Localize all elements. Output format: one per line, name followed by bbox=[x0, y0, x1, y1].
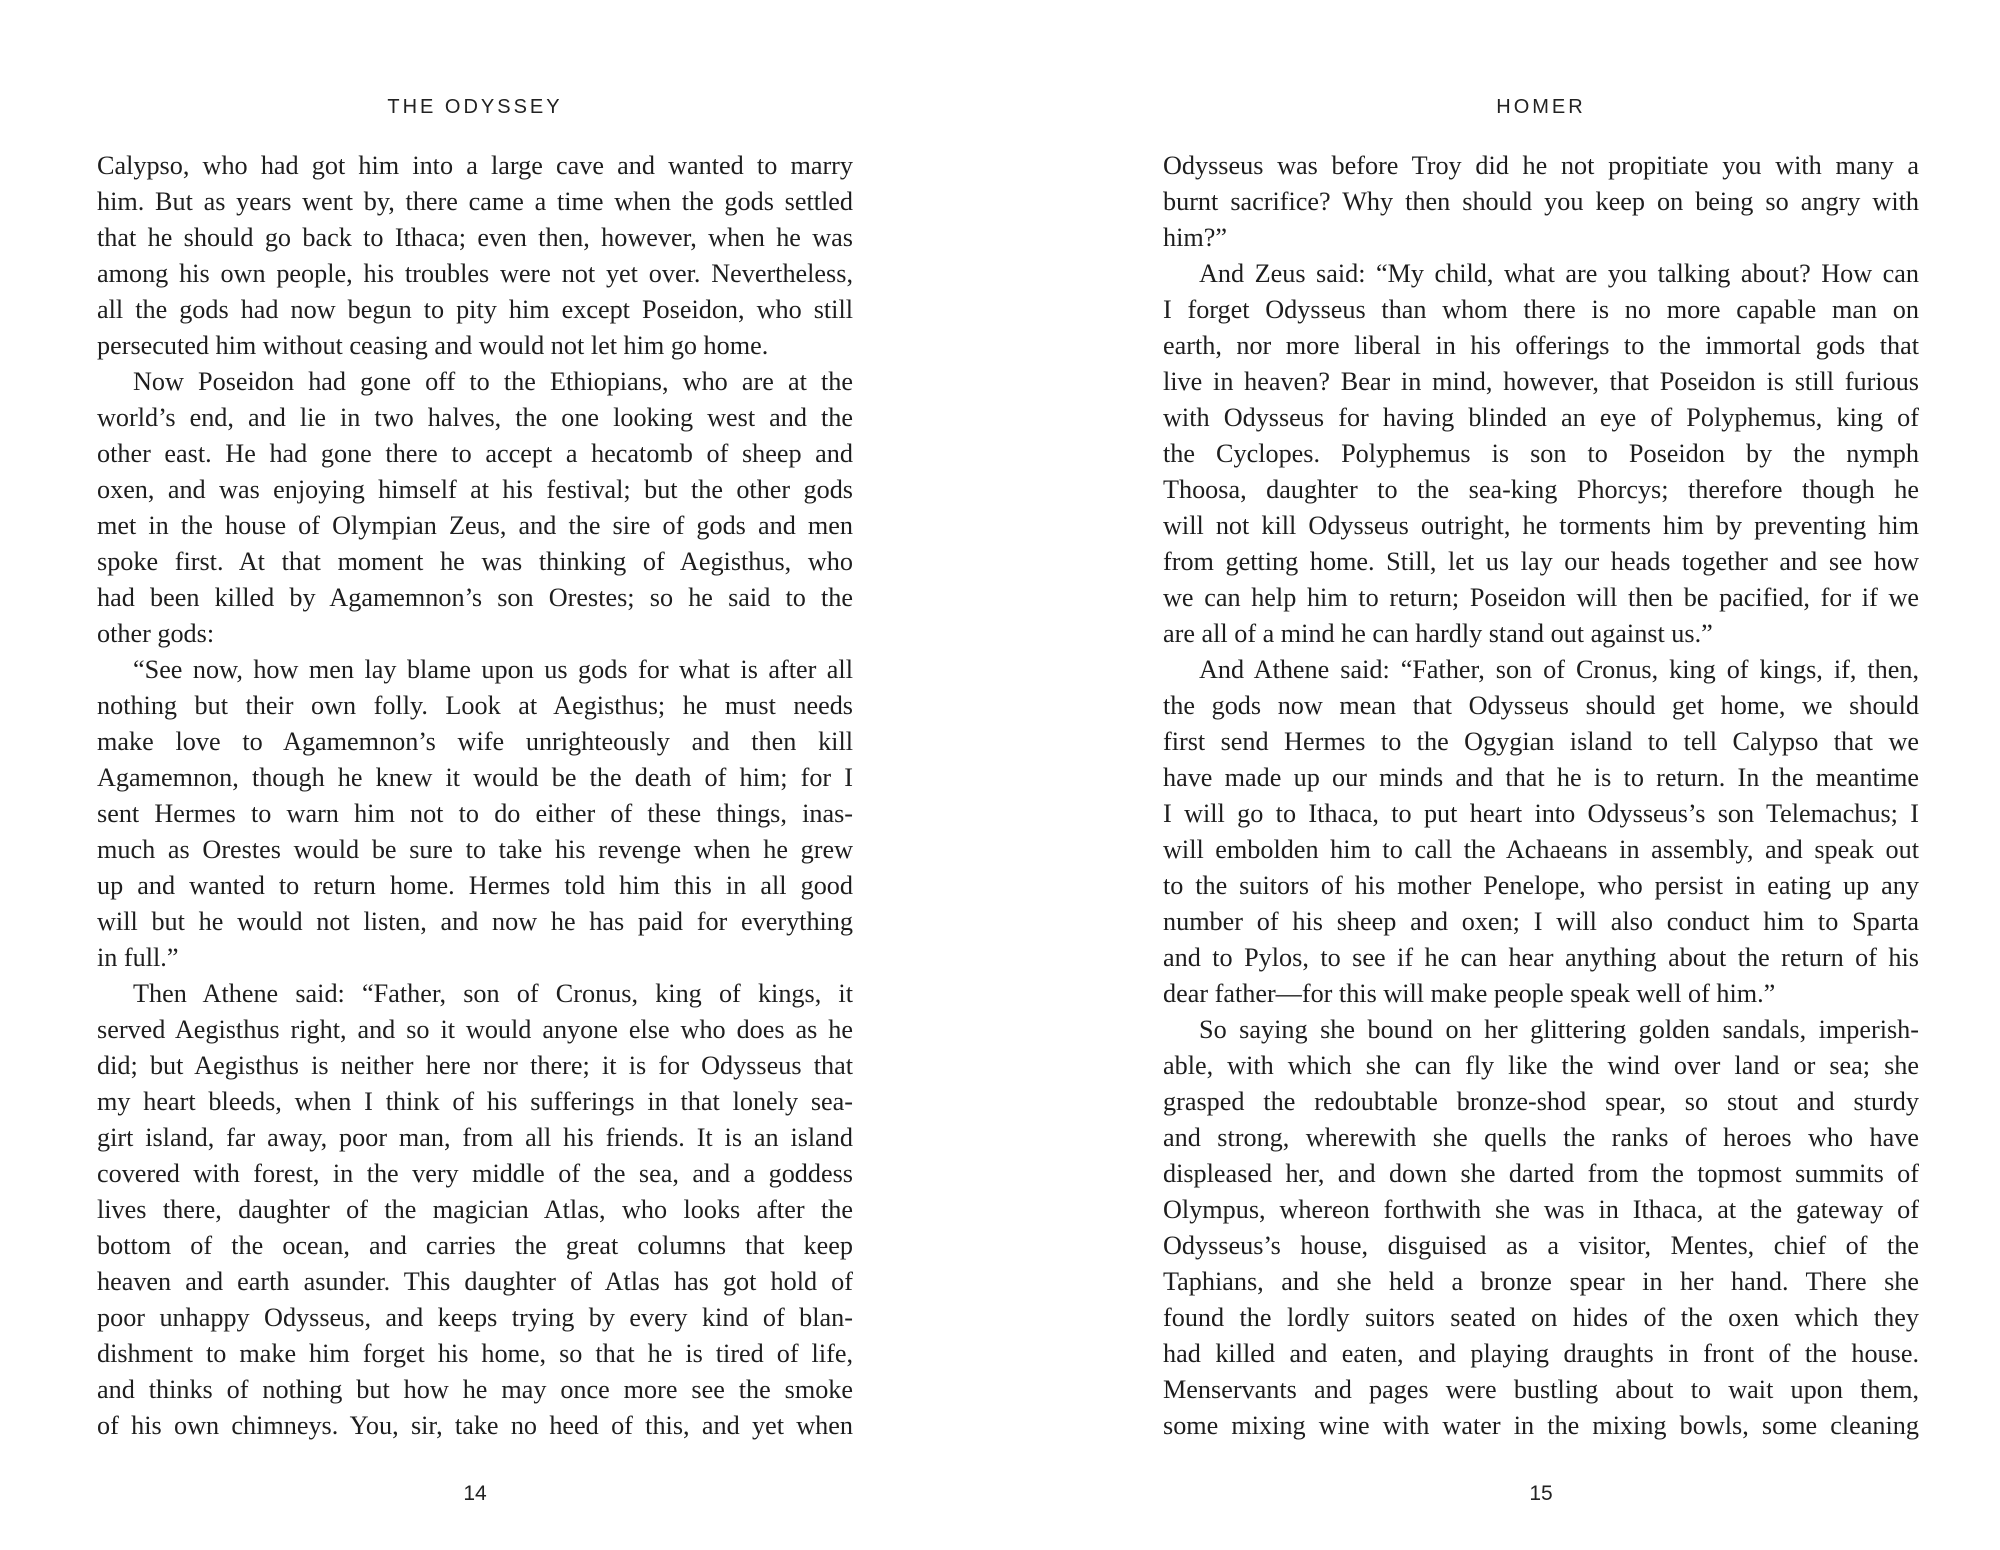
text-line: and thinks of nothing but how he may once more see the smoke bbox=[97, 1375, 853, 1404]
text-line: dear father—for this will make people speak well of him.” bbox=[1163, 979, 1776, 1008]
text-line: live in heaven? Bear in mind, however, that Poseidon is still furious bbox=[1163, 367, 1919, 396]
page-number: 14 bbox=[463, 1482, 487, 1505]
text-line: able, with which she can fly like the wind over land or sea; she bbox=[1163, 1051, 1919, 1080]
text-line: from getting home. Still, let us lay our heads together and see how bbox=[1163, 547, 1919, 576]
text-line: world’s end, and lie in two halves, the one looking west and the bbox=[97, 403, 853, 432]
text-line: that he should go back to Ithaca; even then, however, when he was bbox=[97, 223, 853, 252]
text-line: Taphians, and she held a bronze spear in her hand. There she bbox=[1163, 1267, 1919, 1296]
text-line: Menservants and pages were bustling about to wait upon them, bbox=[1163, 1375, 1919, 1404]
running-head-author: HOMER bbox=[1496, 96, 1586, 118]
text-line: burnt sacrifice? Why then should you keep on being so angry with bbox=[1163, 187, 1919, 216]
text-line: some mixing wine with water in the mixing bowls, some cleaning bbox=[1163, 1411, 1919, 1440]
text-line: bottom of the ocean, and carries the great columns that keep bbox=[97, 1231, 853, 1260]
page-number: 15 bbox=[1529, 1482, 1553, 1505]
text-line: Thoosa, daughter to the sea-king Phorcys; therefore though he bbox=[1163, 475, 1919, 504]
text-line: spoke first. At that moment he was thinking of Aegisthus, who bbox=[97, 547, 853, 576]
right-page-body bbox=[1163, 148, 1919, 1444]
text-line: lives there, daughter of the magician Atlas, who looks after the bbox=[97, 1195, 853, 1224]
text-line: had been killed by Agamemnon’s son Orestes; so he said to the bbox=[97, 583, 853, 612]
text-line: other east. He had gone there to accept a hecatomb of sheep and bbox=[97, 439, 853, 468]
text-line: have made up our minds and that he is to return. In the meantime bbox=[1163, 763, 1919, 792]
text-line: nothing but their own folly. Look at Aegisthus; he must needs bbox=[97, 691, 853, 720]
text-line: displeased her, and down she darted from the topmost summits of bbox=[1163, 1159, 1919, 1188]
text-line: oxen, and was enjoying himself at his festival; but the other gods bbox=[97, 475, 853, 504]
text-line: Now Poseidon had gone off to the Ethiopians, who are at the bbox=[133, 367, 853, 396]
text-line: other gods: bbox=[97, 619, 215, 648]
text-line: with Odysseus for having blinded an eye of Polyphemus, king of bbox=[1163, 403, 1919, 432]
text-line: Odysseus’s house, disguised as a visitor, Mentes, chief of the bbox=[1163, 1231, 1919, 1260]
running-head-title: THE ODYSSEY bbox=[387, 96, 563, 118]
text-line: heaven and earth asunder. This daughter of Atlas has got hold of bbox=[97, 1267, 853, 1296]
text-line: covered with forest, in the very middle of the sea, and a goddess bbox=[97, 1159, 853, 1188]
text-line: will embolden him to call the Achaeans in assembly, and speak out bbox=[1163, 835, 1919, 864]
text-line: up and wanted to return home. Hermes told him this in all good bbox=[97, 871, 853, 900]
text-line: dishment to make him forget his home, so that he is tired of life, bbox=[97, 1339, 853, 1368]
left-page-body bbox=[97, 148, 853, 1444]
text-line: found the lordly suitors seated on hides of the oxen which they bbox=[1163, 1303, 1919, 1332]
text-line: among his own people, his troubles were not yet over. Nevertheless, bbox=[97, 259, 853, 288]
text-line: of his own chimneys. You, sir, take no heed of this, and yet when bbox=[97, 1411, 853, 1440]
text-line: and to Pylos, to see if he can hear anything about the return of his bbox=[1163, 943, 1919, 972]
text-line: number of his sheep and oxen; I will also conduct him to Sparta bbox=[1163, 907, 1919, 936]
text-line: “See now, how men lay blame upon us gods for what is after all bbox=[133, 655, 853, 684]
text-line: Odysseus was before Troy did he not propitiate you with many a bbox=[1163, 151, 1919, 180]
text-line: So saying she bound on her glittering golden sandals, imperish- bbox=[1199, 1015, 1919, 1044]
text-line: the gods now mean that Odysseus should get home, we should bbox=[1163, 691, 1919, 720]
text-line: Calypso, who had got him into a large cave and wanted to marry bbox=[97, 151, 853, 180]
text-line: persecuted him without ceasing and would not let him go home. bbox=[97, 331, 769, 360]
text-line: poor unhappy Odysseus, and keeps trying by every kind of blan- bbox=[97, 1303, 853, 1332]
text-line: sent Hermes to warn him not to do either of these things, inas- bbox=[97, 799, 853, 828]
text-line: all the gods had now begun to pity him except Poseidon, who still bbox=[97, 295, 853, 324]
text-line: make love to Agamemnon’s wife unrighteously and then kill bbox=[97, 727, 853, 756]
text-line: girt island, far away, poor man, from all his friends. It is an island bbox=[97, 1123, 853, 1152]
text-line: I forget Odysseus than whom there is no more capable man on bbox=[1163, 295, 1919, 324]
text-line: met in the house of Olympian Zeus, and the sire of gods and men bbox=[97, 511, 853, 540]
text-line: Then Athene said: “Father, son of Cronus, king of kings, it bbox=[133, 979, 853, 1008]
text-line: Agamemnon, though he knew it would be the death of him; for I bbox=[97, 763, 853, 792]
text-line: we can help him to return; Poseidon will then be pacified, for if we bbox=[1163, 583, 1919, 612]
text-line: and strong, wherewith she quells the ranks of heroes who have bbox=[1163, 1123, 1919, 1152]
text-line: the Cyclopes. Polyphemus is son to Poseidon by the nymph bbox=[1163, 439, 1919, 468]
text-line: will not kill Odysseus outright, he torments him by preventing him bbox=[1163, 511, 1919, 540]
text-line: had killed and eaten, and playing draughts in front of the house. bbox=[1163, 1339, 1919, 1368]
text-line: my heart bleeds, when I think of his sufferings in that lonely sea- bbox=[97, 1087, 853, 1116]
text-line: in full.” bbox=[97, 943, 179, 972]
text-line: him. But as years went by, there came a time when the gods settled bbox=[97, 187, 853, 216]
text-line: And Zeus said: “My child, what are you talking about? How can bbox=[1199, 259, 1919, 288]
text-line: are all of a mind he can hardly stand out against us.” bbox=[1163, 619, 1713, 648]
text-line: him?” bbox=[1163, 223, 1227, 252]
text-line: will but he would not listen, and now he has paid for everything bbox=[97, 907, 853, 936]
text-line: to the suitors of his mother Penelope, who persist in eating up any bbox=[1163, 871, 1919, 900]
text-line: much as Orestes would be sure to take his revenge when he grew bbox=[97, 835, 853, 864]
text-line: And Athene said: “Father, son of Cronus, king of kings, if, then, bbox=[1199, 655, 1919, 684]
text-line: earth, nor more liberal in his offerings to the immortal gods that bbox=[1163, 331, 1919, 360]
text-line: grasped the redoubtable bronze-shod spear, so stout and sturdy bbox=[1163, 1087, 1919, 1116]
left-page bbox=[97, 0, 853, 1550]
text-line: did; but Aegisthus is neither here nor there; it is for Odysseus that bbox=[97, 1051, 853, 1080]
text-line: Olympus, whereon forthwith she was in Ithaca, at the gateway of bbox=[1163, 1195, 1919, 1224]
right-page bbox=[1163, 0, 1919, 1550]
text-line: first send Hermes to the Ogygian island to tell Calypso that we bbox=[1163, 727, 1919, 756]
text-line: served Aegisthus right, and so it would anyone else who does as he bbox=[97, 1015, 853, 1044]
text-line: I will go to Ithaca, to put heart into Odysseus’s son Telemachus; I bbox=[1163, 799, 1919, 828]
